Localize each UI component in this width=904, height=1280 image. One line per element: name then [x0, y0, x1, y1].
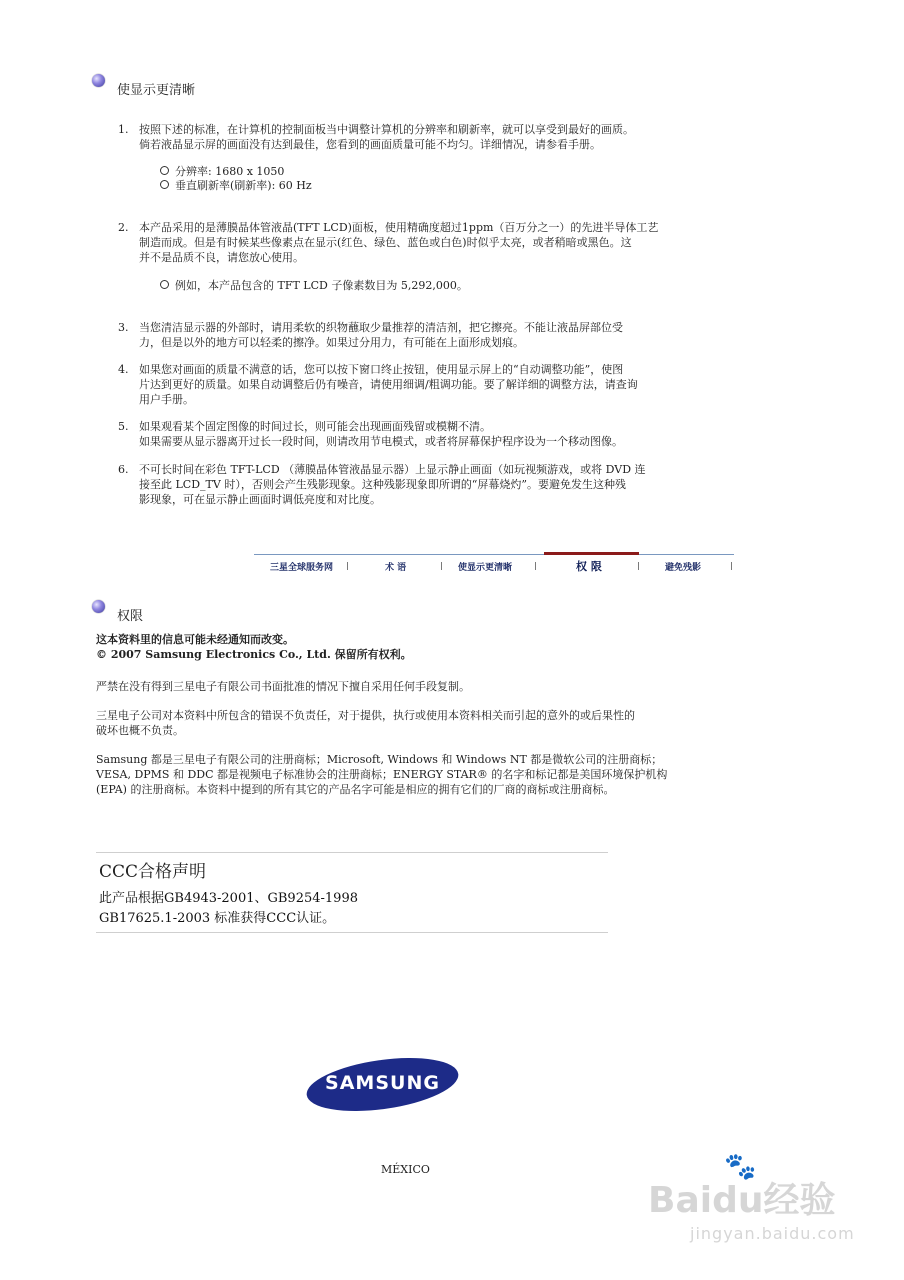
item-line: 如果需要从显示器离开过长一段时间，则请改用节电模式，或者将屏幕保护程序设为一个移动图像。	[139, 435, 623, 448]
list-item-2	[118, 220, 738, 266]
section-title-clarity: 使显示更清晰	[117, 83, 196, 98]
item-line: 制造而成。但是有时候某些像素点在显示(红色、绿色、蓝色或白色)时似乎太亮，或者稍暗或黑色。这	[139, 236, 632, 249]
section-bullet-icon	[92, 74, 105, 87]
item-line: 当您清洁显示器的外部时，请用柔软的织物蘸取少量推荐的清洁剂，把它擦亮。不能让液晶屏部位受	[139, 321, 623, 334]
item-line: 如果您对画面的质量不满意的话，您可以按下窗口终止按钮，使用显示屏上的“自动调整功能”，使图	[139, 363, 624, 376]
liability-disclaimer: 三星电子公司对本资料中所包含的错误不负责任，对于提供，执行或使用本资料相关而引起的意外的或后果性的 破坏也概不负责。	[96, 709, 635, 737]
item-line: 本产品采用的是薄膜晶体管液晶(TFT LCD)面板，使用精确度超过1ppm（百万分之一）的先进半导体工艺	[139, 221, 659, 234]
nav-link-glossary[interactable]: 术 语	[385, 563, 407, 573]
item-line: 接至此 LCD_TV 时），否则会产生残影现象。这种残影现象即所谓的“屏幕烧灼”。要避免发生这种残	[139, 478, 627, 491]
nav-divider-line	[254, 554, 734, 555]
ccc-line: GB17625.1-2003 标准获得CCC认证。	[99, 911, 336, 926]
section-nav-bar	[254, 552, 734, 574]
item-line: 影现象，可在显示静止画面时调低亮度和对比度。	[139, 493, 381, 506]
item-number: 5.	[118, 420, 129, 433]
copyright-line: © 2007 Samsung Electronics Co., Ltd. 保留所有权利。	[96, 648, 412, 661]
circle-bullet-icon	[160, 280, 169, 289]
nav-link-avoid-afterimage[interactable]: 避免残影	[665, 563, 702, 573]
sub-item-refresh-rate: 垂直刷新率(刷新率): 60 Hz	[160, 178, 312, 193]
item-number: 4.	[118, 363, 129, 376]
nav-separator	[638, 562, 639, 570]
trademark-notice: Samsung 都是三星电子有限公司的注册商标；Microsoft, Windows 和 Windows NT 都是微软公司的注册商标； VESA, DPMS 和 DDC 都是视频电子标准协会的注册商标；ENERGY STAR® 的名字和标记都是美国环境保护机构 (EPA) 的注册商标。本资料中提到的所有其它的产品名字可能是相应的拥有它们的厂商的商标或注册商标。	[96, 753, 668, 796]
item-line: 并不是品质不良，请您放心使用。	[139, 251, 304, 264]
notice-line: 这本资料里的信息可能未经通知而改变。	[96, 633, 294, 646]
nav-link-authority[interactable]: 权 限	[576, 560, 602, 573]
section-bullet-icon	[92, 600, 105, 613]
item-line: 片达到更好的质量。如果自动调整后仍有噪音，请使用细调/粗调功能。要了解详细的调整方法，请查询	[139, 378, 638, 391]
watermark-brand: Baidu经验	[648, 1180, 836, 1221]
section-title-authority: 权限	[117, 609, 144, 624]
list-item-5	[118, 419, 738, 451]
ccc-line: 此产品根据GB4943-2001、GB9254-1998	[99, 891, 358, 906]
nav-link-samsung-global-service[interactable]: 三星全球服务网	[270, 563, 334, 573]
item-number: 3.	[118, 321, 129, 334]
ccc-body	[99, 889, 609, 929]
item-line: 按照下述的标准，在计算机的控制面板当中调整计算机的分辨率和刷新率，就可以享受到最好的画质。	[139, 123, 634, 136]
item-number: 1.	[118, 123, 129, 136]
item-number: 6.	[118, 463, 129, 476]
circle-bullet-icon	[160, 180, 169, 189]
circle-bullet-icon	[160, 166, 169, 175]
nav-active-indicator	[544, 552, 639, 555]
item-number: 2.	[118, 221, 129, 234]
watermark-paw-icon: 🐾	[724, 1152, 757, 1182]
nav-separator	[535, 562, 536, 570]
list-item-1	[118, 122, 738, 154]
samsung-logo-text: SAMSUNG	[325, 1072, 440, 1094]
nav-separator	[441, 562, 442, 570]
region-label: MÉXICO	[381, 1163, 430, 1176]
notice-block	[96, 632, 736, 662]
list-item-3	[118, 320, 738, 352]
reproduction-notice: 严禁在没有得到三星电子有限公司书面批准的情况下擅自采用任何手段复制。	[96, 680, 470, 693]
ccc-bottom-rule	[96, 932, 608, 933]
item-line: 倘若液晶显示屏的画面没有达到最佳，您看到的画面质量可能不均匀。详细情况，请参看手册。	[139, 138, 601, 151]
watermark-url: jingyan.baidu.com	[690, 1224, 855, 1243]
nav-link-clearer-display[interactable]: 使显示更清晰	[458, 563, 513, 573]
ccc-title: CCC合格声明	[99, 862, 207, 882]
list-item-6	[118, 462, 738, 508]
list-item-4	[118, 362, 738, 408]
item-line: 力，但是以外的地方可以轻柔的擦净。如果过分用力，有可能在上面形成划痕。	[139, 336, 524, 349]
nav-separator	[731, 562, 732, 570]
ccc-top-rule	[96, 852, 608, 853]
item-line: 用户手册。	[139, 393, 194, 406]
nav-separator	[347, 562, 348, 570]
item-line: 不可长时间在彩色 TFT-LCD （薄膜晶体管液晶显示器）上显示静止画面（如玩视频游戏，或将 DVD 连	[139, 463, 646, 476]
sub-item-resolution: 分辨率: 1680 x 1050	[160, 164, 284, 179]
item-line: 如果观看某个固定图像的时间过长，则可能会出现画面残留或模糊不清。	[139, 420, 491, 433]
sub-item-pixel-count: 例如，本产品包含的 TFT LCD 子像素数目为 5,292,000。	[160, 278, 468, 293]
